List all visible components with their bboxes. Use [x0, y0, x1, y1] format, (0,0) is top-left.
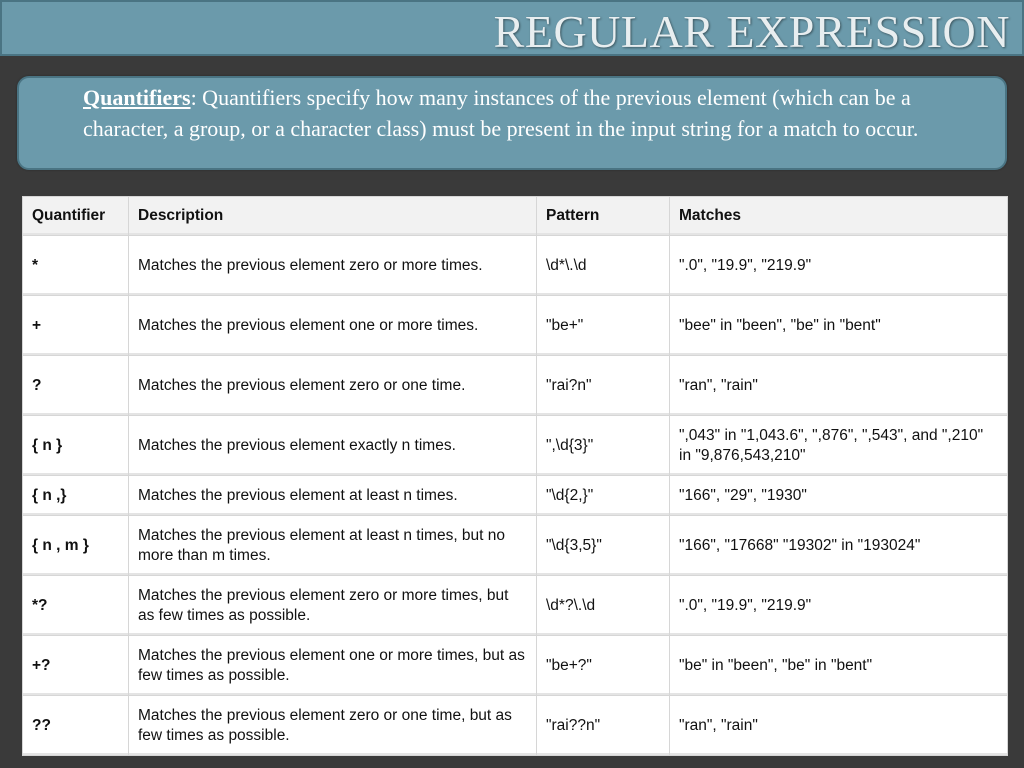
header-description: Description	[129, 197, 537, 236]
cell-quantifier: *?	[23, 576, 129, 636]
definition-box	[17, 76, 1007, 170]
definition-text	[83, 82, 993, 144]
table-row	[23, 236, 1008, 296]
cell-pattern: "\d{3,5}"	[537, 516, 670, 576]
header-matches: Matches	[670, 197, 1008, 236]
table-row	[23, 696, 1008, 756]
cell-pattern: "rai?n"	[537, 356, 670, 416]
cell-matches: "be" in "been", "be" in "bent"	[670, 636, 1008, 696]
header-pattern: Pattern	[537, 197, 670, 236]
table-row	[23, 576, 1008, 636]
cell-description: Matches the previous element one or more times.	[129, 296, 537, 356]
cell-matches: "bee" in "been", "be" in "bent"	[670, 296, 1008, 356]
cell-description: Matches the previous element zero or one time, but as few times as possible.	[129, 696, 537, 756]
cell-description: Matches the previous element at least n times, but no more than m times.	[129, 516, 537, 576]
cell-matches: "ran", "rain"	[670, 696, 1008, 756]
slide-title: REGULAR EXPRESSION	[493, 6, 1010, 57]
cell-matches: ".0", "19.9", "219.9"	[670, 576, 1008, 636]
quantifier-table-container	[22, 196, 1007, 751]
cell-description: Matches the previous element zero or one time.	[129, 356, 537, 416]
cell-description: Matches the previous element at least n times.	[129, 476, 537, 516]
cell-quantifier: ??	[23, 696, 129, 756]
cell-quantifier: +?	[23, 636, 129, 696]
cell-matches: "ran", "rain"	[670, 356, 1008, 416]
cell-description: Matches the previous element one or more times, but as few times as possible.	[129, 636, 537, 696]
cell-quantifier: { n , m }	[23, 516, 129, 576]
table-row	[23, 516, 1008, 576]
cell-quantifier: { n ,}	[23, 476, 129, 516]
title-bar	[0, 0, 1024, 56]
table-row	[23, 356, 1008, 416]
cell-pattern: "\d{2,}"	[537, 476, 670, 516]
cell-quantifier: ?	[23, 356, 129, 416]
cell-pattern: \d*\.\d	[537, 236, 670, 296]
cell-quantifier: *	[23, 236, 129, 296]
header-quantifier: Quantifier	[23, 197, 129, 236]
quantifier-table	[22, 196, 1008, 756]
table-row	[23, 476, 1008, 516]
cell-matches: "166", "29", "1930"	[670, 476, 1008, 516]
cell-matches: "166", "17668" "19302" in "193024"	[670, 516, 1008, 576]
cell-description: Matches the previous element exactly n times.	[129, 416, 537, 476]
cell-description: Matches the previous element zero or more times.	[129, 236, 537, 296]
cell-matches: ",043" in "1,043.6", ",876", ",543", and ",210" in "9,876,543,210"	[670, 416, 1008, 476]
table-row	[23, 636, 1008, 696]
table-row	[23, 296, 1008, 356]
cell-pattern: "be+?"	[537, 636, 670, 696]
cell-pattern: ",\d{3}"	[537, 416, 670, 476]
cell-quantifier: +	[23, 296, 129, 356]
cell-pattern: "rai??n"	[537, 696, 670, 756]
cell-quantifier: { n }	[23, 416, 129, 476]
cell-matches: ".0", "19.9", "219.9"	[670, 236, 1008, 296]
table-row	[23, 416, 1008, 476]
definition-term: Quantifiers	[83, 85, 191, 110]
cell-pattern: "be+"	[537, 296, 670, 356]
definition-body: : Quantifiers specify how many instances of the previous element (which can be a character, a group, or a character class) must be present in the input string for a match to occur.	[83, 85, 919, 141]
table-header-row	[23, 197, 1008, 236]
cell-pattern: \d*?\.\d	[537, 576, 670, 636]
cell-description: Matches the previous element zero or more times, but as few times as possible.	[129, 576, 537, 636]
